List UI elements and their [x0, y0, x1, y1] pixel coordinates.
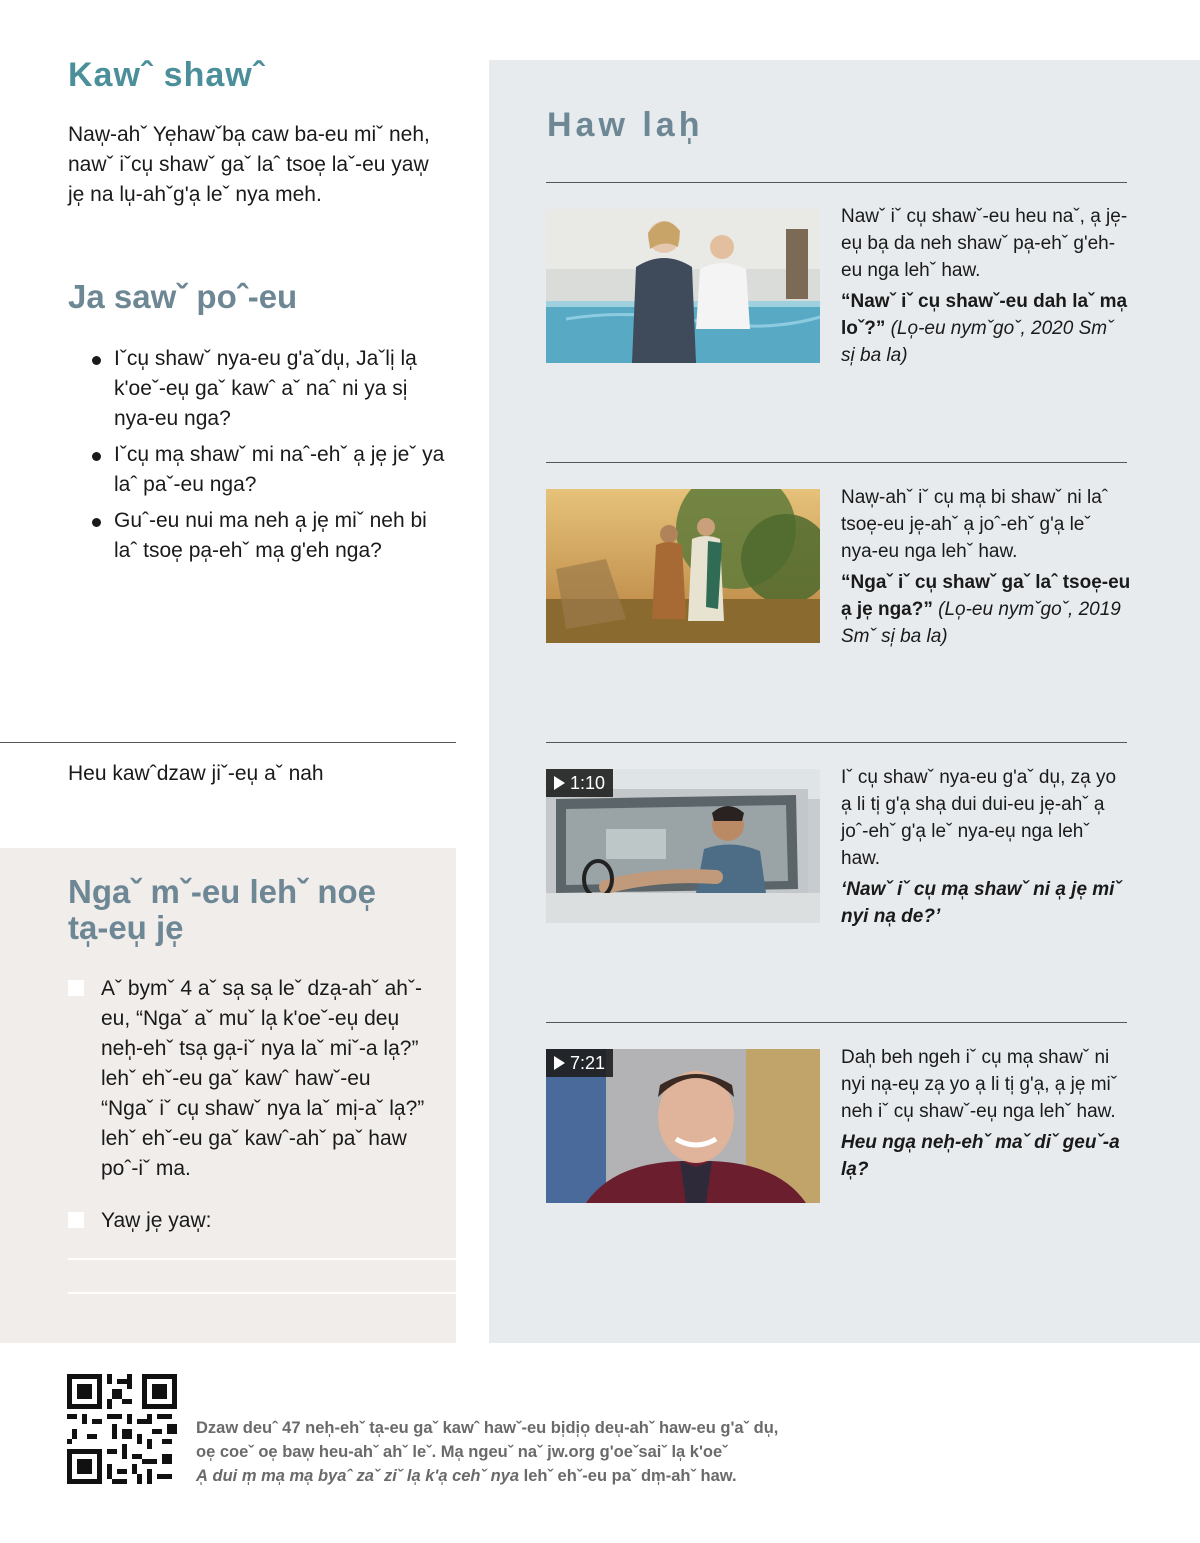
qr-code[interactable]	[67, 1374, 177, 1484]
play-icon	[554, 1056, 565, 1070]
driver-video-thumbnail[interactable]	[546, 769, 820, 923]
section-divider	[546, 742, 1127, 743]
reference-title[interactable]: “Ngaˇ iˇ cu̩ shawˇ gaˇ laˆ tsoe̩-eu a̩ je̩ nga?”	[841, 572, 1131, 620]
man-video-thumbnail[interactable]	[546, 1049, 820, 1203]
footer-line-rest: lehˇ ehˇ-eu paˇ dm̩-ahˇ haw.	[519, 1467, 737, 1485]
explore-item-description: Iˇ cu̩ shawˇ nya-eu g'aˇ du̩, za̩ yo a̩ li ti̩ g'a̩ sha̩ dui dui-eu je̩-ahˇ a̩ joˆ-ehˇ g'a̩ leˇ nya-eu̩ nga lehˇ haw.	[841, 767, 1117, 869]
section-divider	[546, 182, 1127, 183]
section-divider	[546, 462, 1127, 463]
goal-item	[68, 974, 428, 1184]
explore-heading: Haw lah̩	[547, 106, 704, 144]
video-duration: 7:21	[570, 1053, 606, 1073]
explore-item-description: Nawˇ iˇ cu̩ shawˇ-eu heu naˇ, a̩ je̩-eu̩ ba̩ da neh shawˇ pa̩-ehˇ g'eh-eu nga lehˇ haw.	[841, 206, 1128, 281]
video-duration-badge	[546, 1049, 613, 1077]
goal-checkbox[interactable]	[68, 980, 84, 996]
goal-item-text: Yaw̩ je̩ yaw̩:	[101, 1209, 212, 1232]
summary-heading: Kawˆ shawˆ	[68, 56, 266, 94]
section-divider	[0, 742, 456, 743]
explore-item-4	[841, 1044, 1131, 1183]
video-title[interactable]: ‘Nawˇ iˇ cu̩ ma̩ shawˇ ni a̩ je̩ miˇ nyi na̩ de?’	[841, 879, 1121, 927]
review-list	[92, 344, 452, 572]
write-line[interactable]	[68, 1292, 456, 1294]
baptism-photo[interactable]	[546, 209, 820, 363]
video-duration: 1:10	[570, 773, 606, 793]
footer-line: Dzaw deuˆ 47 neh̩-ehˇ ta̩-eu gaˇ kawˆ hawˇ-eu bi̩di̩o̩ deu̩-ahˇ haw-eu g'aˇ du̩,	[196, 1419, 779, 1437]
section-divider	[546, 1022, 1127, 1023]
write-line[interactable]	[68, 1258, 456, 1260]
painting-photo[interactable]	[546, 489, 820, 643]
footer-link[interactable]: A̩ dui m̩ ma̩ ma̩ byaˆ zaˇ ziˇ la̩ k'a̩ cehˇ nya	[196, 1467, 520, 1485]
explore-item-description: Dah̩ beh ngeh iˇ cu̩ ma̩ shawˇ ni nyi na̩-eu̩ za̩ yo a̩ li ti̩ g'a̩, a̩ je̩ miˇ neh iˇ cu̩ shawˇ-eu̩ nga lehˇ haw.	[841, 1047, 1118, 1122]
explore-item-reference[interactable]	[841, 569, 1131, 650]
explore-item-description: Naw̩-ahˇ iˇ cu̩ ma̩ bi shawˇ ni laˆ tsoe̩-eu je̩-ahˇ a̩ joˆ-ehˇ g'a̩ leˇ nya-eu nga lehˇ haw.	[841, 487, 1109, 562]
footer-line: oe̩ coeˇ oe̩ baw̩ heu-ahˇ ahˇ leˇ. Ma̩ ngeuˇ naˇ jw.org g'oeˇsaiˇ la̩ k'oeˇ	[196, 1443, 728, 1461]
explore-item-reference[interactable]	[841, 288, 1131, 369]
goal-checkbox[interactable]	[68, 1212, 84, 1228]
video-title[interactable]: Heu nga̩ neh̩-ehˇ maˇ diˇ geuˇ-a la̩?	[841, 1132, 1120, 1180]
play-icon	[554, 776, 565, 790]
footer-text	[196, 1416, 1096, 1488]
review-question: Iˇcu̩ ma̩ shawˇ mi naˆ-ehˇ a̩ je̩ jeˇ ya laˆ paˇ-eu nga?	[92, 440, 452, 500]
goal-heading: Ngaˇ mˇ-eu lehˇ noe̩ ta̩-eu̩ je̩	[68, 873, 377, 946]
explore-item-1	[841, 203, 1131, 369]
goal-item	[68, 1206, 428, 1236]
reference-title[interactable]: “Nawˇ iˇ cu̩ shawˇ-eu dah laˇ ma̩ loˇ?”	[841, 291, 1128, 339]
explore-panel	[489, 60, 1200, 1343]
progress-label: Heu kawˆdzaw jiˇ-eu̩ aˇ nah	[68, 762, 324, 785]
reference-source: (Lo̩-eu nymˇgoˇ, 2020 Smˇ si̩ ba la)	[841, 318, 1114, 366]
reference-source: (Lo̩-eu nymˇgoˇ, 2019 Smˇ si̩ ba la)	[841, 599, 1121, 647]
left-column	[0, 0, 456, 1343]
summary-text: Naw̩-ahˇ Ye̩hawˇba̩ caw ba-eu miˇ neh, nawˇ iˇcu̩ shawˇ gaˇ laˆ tsoe̩ laˇ-eu yaw̩ je̩ na lu̩-ahˇg'a̩ leˇ nya meh.	[68, 123, 430, 206]
goal-box	[0, 848, 456, 1343]
explore-item-2	[841, 484, 1131, 650]
explore-item-3	[841, 764, 1131, 930]
review-question: Guˆ-eu nui ma neh a̩ je̩ miˇ neh bi laˆ tsoe̩ pa̩-ehˇ ma̩ g'eh nga?	[92, 506, 452, 566]
video-duration-badge	[546, 769, 613, 797]
footer-line	[196, 1464, 1096, 1488]
review-heading: Ja sawˇ poˆ-eu	[68, 278, 298, 315]
goal-item-text: Aˇ bymˇ 4 aˇ sa̩ sa̩ leˇ dza̩-ahˇ ahˇ-eu, “Ngaˇ aˇ muˇ la̩ k'oeˇ-eu̩ deu̩ neh̩-ehˇ tsa̩ ga̩-iˇ nya laˇ miˇ-a la̩?” lehˇ ehˇ-eu gaˇ kawˆ hawˇ-eu “Ngaˇ iˇ cu̩ shawˇ nya laˇ mi̩-aˇ la̩?” lehˇ ehˇ-eu gaˇ kawˆ-ahˇ paˇ haw poˆ-iˇ ma.	[101, 977, 425, 1180]
review-question: Iˇcu̩ shawˇ nya-eu g'aˇdu̩, Jaˇli̩ la̩ k'oeˇ-eu̩ gaˇ kawˆ aˇ naˆ ni ya si̩ nya-eu nga?	[92, 344, 452, 434]
